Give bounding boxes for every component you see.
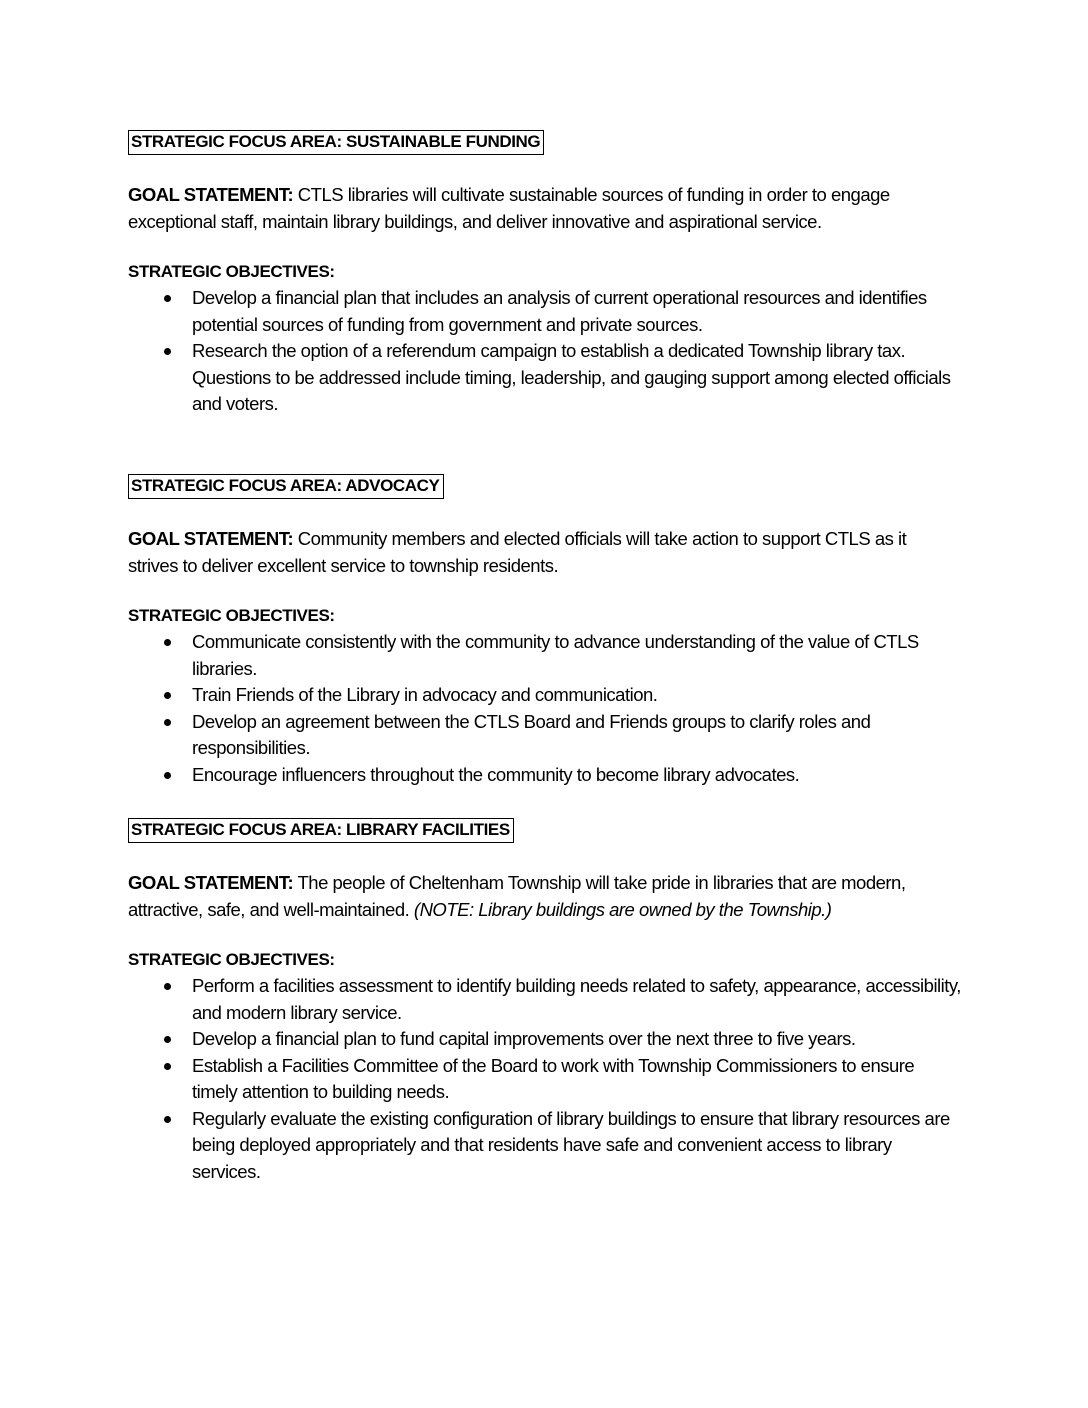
objective-text: Research the option of a referendum campaign to establish a dedicated Township library tax. Questions to be addressed include timing, leadership, and gauging support among elected officials and voters. [192, 340, 951, 414]
goal-text: CTLS libraries will cultivate sustainable sources of funding in order to engage exceptional staff, maintain library buildings, and deliver innovative and aspirational service. [128, 184, 890, 232]
objective-text: Develop a financial plan to fund capital improvements over the next three to five years. [192, 1028, 856, 1049]
list-item [128, 1053, 962, 1106]
objective-text: Establish a Facilities Committee of the Board to work with Township Commissioners to ensure timely attention to building needs. [192, 1054, 915, 1102]
bullet-icon [164, 295, 171, 302]
goal-text: Community members and elected officials will take action to support CTLS as it strives to deliver excellent service to township residents. [128, 528, 907, 576]
focus-area-heading: STRATEGIC FOCUS AREA: ADVOCACY [128, 474, 444, 499]
objective-text: Perform a facilities assessment to identify building needs related to safety, appearance, accessibility, and modern library service. [192, 975, 961, 1023]
goal-label: GOAL STATEMENT: [128, 872, 294, 893]
bullet-icon [164, 1063, 171, 1070]
list-item [128, 762, 962, 789]
goal-statement [128, 526, 960, 579]
list-item [128, 629, 962, 682]
objective-text: Encourage influencers throughout the community to become library advocates. [192, 763, 800, 785]
objective-text: Develop a financial plan that includes an analysis of current operational resources and identifies potential sources of funding from government and private sources. [192, 287, 927, 335]
objective-text: Develop an agreement between the CTLS Board and Friends groups to clarify roles and responsibilities. [192, 710, 871, 758]
bullet-icon [164, 983, 171, 990]
goal-text: The people of Cheltenham Township will take pride in libraries that are modern, attractive, safe, and well-maintained. [128, 872, 906, 920]
goal-label: GOAL STATEMENT: [128, 184, 294, 205]
bullet-icon [164, 639, 171, 646]
focus-area-sustainable-funding [128, 130, 968, 418]
objectives-heading: STRATEGIC OBJECTIVES: [128, 606, 335, 625]
objectives-list [128, 629, 968, 788]
goal-statement [128, 870, 960, 923]
list-item [128, 1106, 962, 1186]
bullet-icon [164, 1036, 171, 1043]
objective-text: Regularly evaluate the existing configuration of library buildings to ensure that library resources are being deployed appropriately and that residents have safe and convenient access to library services. [192, 1107, 950, 1182]
objectives-list [128, 973, 968, 1185]
focus-area-heading: STRATEGIC FOCUS AREA: SUSTAINABLE FUNDING [128, 130, 544, 155]
focus-area-advocacy [128, 474, 968, 788]
list-item [128, 1026, 962, 1053]
bullet-icon [164, 1116, 171, 1123]
goal-note: (NOTE: Library buildings are owned by the Township.) [413, 898, 832, 920]
objective-text: Communicate consistently with the community to advance understanding of the value of CTLS libraries. [192, 631, 919, 679]
list-item [128, 682, 962, 709]
objectives-heading: STRATEGIC OBJECTIVES: [128, 262, 335, 281]
focus-area-heading: STRATEGIC FOCUS AREA: LIBRARY FACILITIES [128, 818, 514, 843]
list-item [128, 338, 962, 418]
objectives-heading: STRATEGIC OBJECTIVES: [128, 950, 335, 969]
objective-text: Train Friends of the Library in advocacy and communication. [192, 684, 658, 705]
bullet-icon [164, 348, 171, 355]
list-item [128, 285, 962, 338]
list-item [128, 973, 962, 1026]
objectives-list [128, 285, 968, 418]
bullet-icon [164, 719, 171, 726]
bullet-icon [164, 692, 171, 699]
focus-area-library-facilities [128, 818, 968, 1185]
goal-statement [128, 182, 960, 235]
bullet-icon [164, 772, 171, 779]
goal-label: GOAL STATEMENT: [128, 528, 294, 549]
list-item [128, 709, 962, 762]
